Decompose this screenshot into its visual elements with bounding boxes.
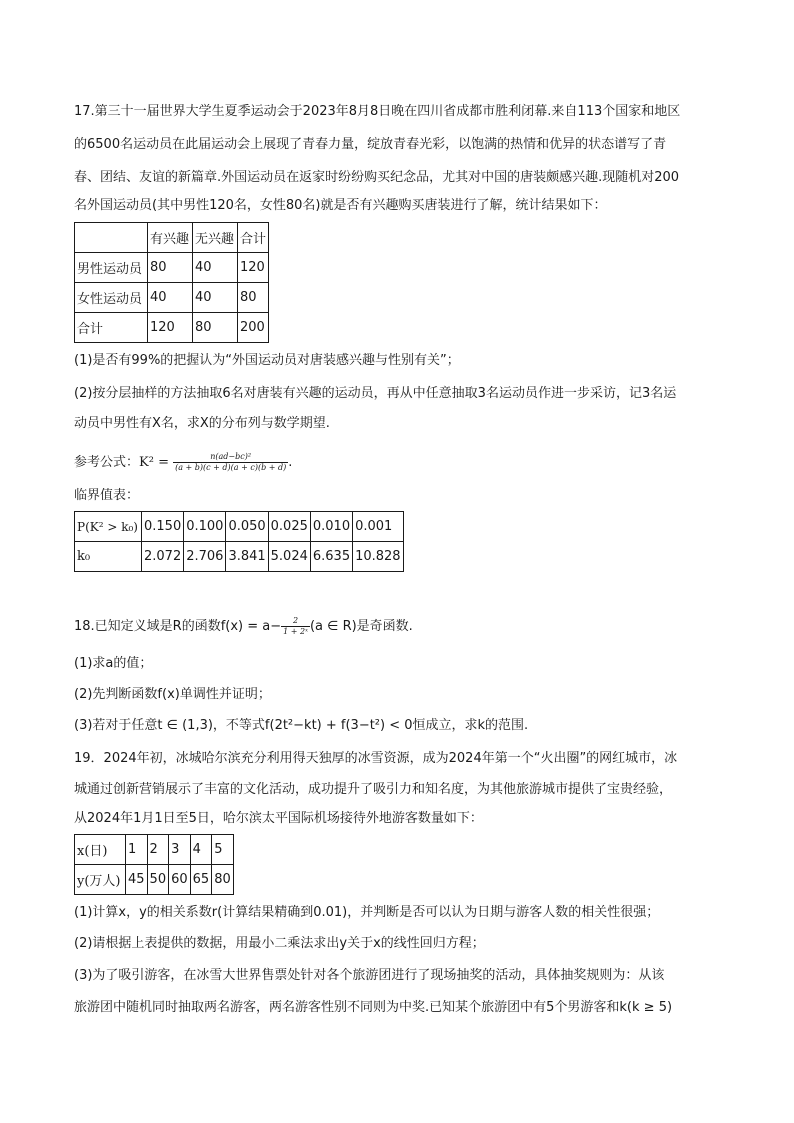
q19-part-3-line-1: (3)为了吸引游客，在冰雪大世界售票处针对各个旅游团进行了现场抽奖的活动，具体抽奖规则为：从该 [74, 968, 665, 983]
q19-part-1: (1)计算x，y的相关系数r(计算结果精确到0.01)，并判断是否可以认为日期与游客人数的相关性很强； [74, 905, 660, 920]
table-cell: 2 [147, 835, 169, 865]
table-cell: 2.072 [142, 542, 184, 572]
q17-part-2-line-2: 动员中男性有X名，求X的分布列与数学期望. [74, 416, 330, 431]
table-cell: 2.706 [184, 542, 226, 572]
table-cell: P(K² > k₀) [75, 512, 142, 542]
q17-text-line-2: 的6500名运动员在此届运动会上展现了青春力量，绽放青春光彩，以饱满的热情和优异的状态谱写了青 [74, 137, 667, 152]
table-row [75, 542, 404, 572]
table-cell: 10.828 [353, 542, 404, 572]
q17-reference-formula: 参考公式：K² = $\frac{\text{n(ad−bc)²}}{(a + b)(c + d)(a + c)(b + d)}$ . [74, 452, 293, 472]
q18-intro-suffix: (a ∈ R)是奇函数. [309, 619, 413, 634]
critical-value-label: 临界值表： [74, 488, 140, 503]
critical-value-table [74, 511, 404, 572]
q18-fraction-denominator: 1 + 2ˣ [283, 627, 308, 636]
table-row [75, 835, 234, 865]
table-cell: 0.100 [184, 512, 226, 542]
table-row [75, 313, 269, 343]
q18-part-1: (1)求a的值； [74, 656, 153, 671]
table-cell: 0.050 [226, 512, 268, 542]
table-cell: 50 [147, 865, 169, 895]
table-cell: 4 [190, 835, 212, 865]
table-cell: 合计 [238, 223, 269, 253]
formula-lhs: K² = [139, 455, 169, 470]
q18-intro [74, 614, 724, 640]
table-cell: 45 [126, 865, 148, 895]
q18-fraction-numerator: 2 [281, 616, 310, 627]
q19-text-line-1: 19．2024年初，冰城哈尔滨充分利用得天独厚的冰雪资源，成为2024年第一个“火出圈”的网红城市，冰 [74, 751, 678, 766]
table-cell: 合计 [75, 313, 148, 343]
q17-text-line-1: 17.第三十一届世界大学生夏季运动会于2023年8月8日晚在四川省成都市胜利闭幕.来自113个国家和地区 [74, 104, 681, 119]
table-cell: 40 [193, 283, 238, 313]
q19-part-3-line-2: 旅游团中随机同时抽取两名游客，两名游客性别不同则为中奖.已知某个旅游团中有5个男游客和k(k ≥ 5) [74, 1000, 673, 1015]
table-cell: 200 [238, 313, 269, 343]
table-cell: 120 [238, 253, 269, 283]
q19-part-2: (2)请根据上表提供的数据，用最小二乘法求出y关于x的线性回归方程； [74, 936, 485, 951]
formula-numerator: n(ad−bc)² [173, 452, 288, 463]
q18-part-2: (2)先判断函数f(x)单调性并证明； [74, 687, 271, 702]
table-cell: 0.025 [268, 512, 310, 542]
table-cell: 80 [212, 865, 234, 895]
table-cell: 无兴趣 [193, 223, 238, 253]
table-row [75, 865, 234, 895]
table-cell: 0.150 [142, 512, 184, 542]
table-cell: 0.001 [353, 512, 404, 542]
q18-fraction [281, 616, 310, 637]
table-cell: 60 [169, 865, 191, 895]
table-cell: 65 [190, 865, 212, 895]
q17-part-2-line-1: (2)按分层抽样的方法抽取6名对唐装有兴趣的运动员，再从中任意抽取3名运动员作进一步采访，记3名运 [74, 386, 677, 401]
formula-label: 参考公式： [74, 455, 140, 470]
formula-denominator: (a + b)(c + d)(a + c)(b + d) [175, 463, 287, 472]
q19-text-line-3: 从2024年1月1日至5日，哈尔滨太平国际机场接待外地游客数量如下： [74, 811, 483, 826]
table-row [75, 512, 404, 542]
table-cell: 80 [148, 253, 193, 283]
table-cell: 5 [212, 835, 234, 865]
table-cell: 男性运动员 [75, 253, 148, 283]
q18-part-3: (3)若对于任意t ∈ (1,3)，不等式f(2t²−kt) + f(3−t²) < 0恒成立，求k的范围. [74, 718, 529, 733]
table-header-row [75, 223, 269, 253]
table-cell: 6.635 [310, 542, 352, 572]
q17-part-1: (1)是否有99%的把握认为“外国运动员对唐装感兴趣与性别有关”； [74, 353, 460, 368]
table-cell: 40 [193, 253, 238, 283]
table-row [75, 253, 269, 283]
table-cell: 3.841 [226, 542, 268, 572]
q19-text-line-2: 城通过创新营销展示了丰富的文化活动，成功提升了吸引力和知名度，为其他旅游城市提供了宝贵经验， [74, 782, 673, 797]
q19-visitor-table [74, 834, 234, 895]
table-cell: 120 [148, 313, 193, 343]
table-cell: x(日) [75, 835, 126, 865]
q18-intro-prefix: 18.已知定义域是R的函数f(x) = a− [74, 619, 282, 634]
table-row [75, 283, 269, 313]
table-cell: 5.024 [268, 542, 310, 572]
formula-fraction [173, 452, 288, 473]
q17-text-line-4: 名外国运动员(其中男性120名，女性80名)就是否有兴趣购买唐装进行了解，统计结果如下： [74, 198, 607, 213]
table-cell: k₀ [75, 542, 142, 572]
table-cell: y(万人) [75, 865, 126, 895]
table-cell: 80 [238, 283, 269, 313]
table-cell: 0.010 [310, 512, 352, 542]
table-cell: 40 [148, 283, 193, 313]
table-cell: 80 [193, 313, 238, 343]
table-cell [75, 223, 148, 253]
table-cell: 有兴趣 [148, 223, 193, 253]
table-cell: 1 [126, 835, 148, 865]
q17-survey-table [74, 222, 269, 343]
table-cell: 3 [169, 835, 191, 865]
table-cell: 女性运动员 [75, 283, 148, 313]
q17-text-line-3: 春、团结、友谊的新篇章.外国运动员在返家时纷纷购买纪念品，尤其对中国的唐装颇感兴趣.现随机对200 [74, 170, 680, 185]
